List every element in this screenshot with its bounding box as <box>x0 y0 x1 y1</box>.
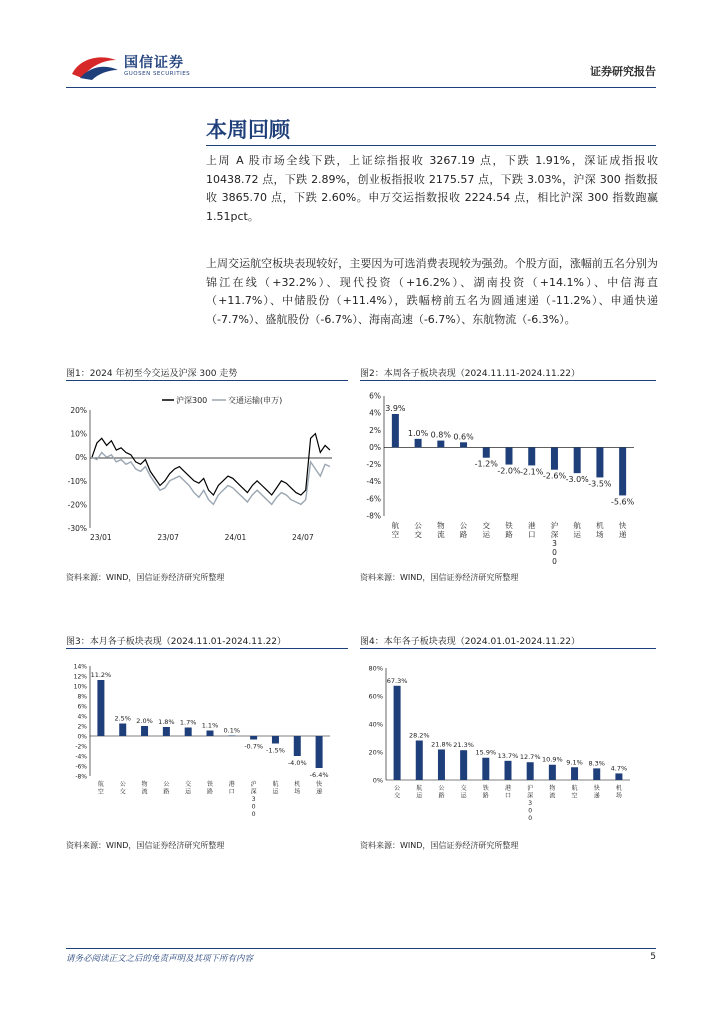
fig1-series-hs300 <box>92 434 330 495</box>
fig4-data-label: 21.3% <box>453 741 474 750</box>
fig3-y-tick-label: 8% <box>77 693 87 701</box>
fig2-data-label: 0.6% <box>453 432 474 442</box>
fig4-category-label: 3 <box>528 800 533 807</box>
fig3-title-divider <box>66 648 348 649</box>
fig4-category-label: 递 <box>593 792 600 800</box>
brand-name-en: GUOSEN SECURITIES <box>124 71 191 77</box>
fig4-bar <box>416 741 423 780</box>
fig1-x-tick-label: 23/01 <box>90 533 112 542</box>
fig4-category-label: 运 <box>416 792 423 800</box>
fig2-bar <box>483 447 490 457</box>
fig2-y-tick-label: -4% <box>366 477 381 487</box>
fig4-data-label: 10.9% <box>542 755 563 764</box>
fig4-data-label: 12.7% <box>519 753 541 762</box>
report-type: 证券研究报告 <box>590 65 656 78</box>
fig3-bar <box>185 728 192 737</box>
paragraph-market-review: 上周 A 股市场全线下跌，上证综指报收 3267.19 点，下跌 1.91%，深证成指报收 10438.72 点，下跌 2.89%，创业板指报收 2175.57 点，下跌 3.03%，沪深 300 指数报收 3865.70 点，下跌 2.60%。申万交运指数报收 2224.54 点，相比沪深 300 指数跑赢 1.51pct。 <box>206 154 658 223</box>
fig3-category-label: 路 <box>206 788 214 796</box>
fig3-category-label: 场 <box>294 788 301 796</box>
fig3-category-label: 物 <box>141 781 148 788</box>
section-title: 本周回顾 <box>206 118 290 142</box>
fig1-title-divider <box>66 380 348 381</box>
fig4-source: 资料来源：WIND，国信证券经济研究所整理 <box>360 841 519 850</box>
fig3-category-label: 0 <box>251 811 256 818</box>
fig4-data-label: 15.9% <box>475 748 497 757</box>
fig4-category-label: 深 <box>527 792 534 800</box>
fig4-y-tick-label: 0% <box>372 776 383 785</box>
fig4-data-label: 21.8% <box>431 740 452 749</box>
fig2-bar <box>596 447 603 477</box>
fig2-bar <box>619 447 626 495</box>
fig4-title: 图4：本年各子板块表现（2024.01.01-2024.11.22） <box>360 637 581 647</box>
fig3-title: 图3：本月各子板块表现（2024.11.01-2024.11.22） <box>66 637 287 647</box>
fig4-category-label: 港 <box>504 785 512 792</box>
brand-name-cn: 国信证券 <box>124 55 184 71</box>
fig3-data-label: 11.2% <box>90 671 112 679</box>
fig2-category-label: 口 <box>527 530 536 539</box>
fig4-bar <box>615 773 622 780</box>
fig1-y-tick-label: -30% <box>67 524 87 533</box>
fig2-category-label: 快 <box>618 521 627 530</box>
fig3-category-label: 递 <box>316 788 323 796</box>
fig1-title: 图1：2024 年初至今交运及沪深 300 走势 <box>66 369 238 379</box>
fig4-category-label: 航 <box>571 785 578 792</box>
fig4-category-label: 沪 <box>527 785 534 792</box>
fig4-data-label: 4.7% <box>610 764 628 773</box>
fig1-y-tick-label: 20% <box>70 406 87 415</box>
fig3-category-label: 机 <box>294 781 301 788</box>
fig1-legend-hs300: 沪深300 <box>176 396 208 405</box>
fig4-bar <box>549 765 556 780</box>
fig1-x-tick-label: 24/01 <box>224 533 247 542</box>
fig4-y-tick-label: 80% <box>368 664 383 673</box>
fig2-category-label: 0 <box>552 548 557 557</box>
fig3-y-tick-label: 6% <box>77 703 87 711</box>
fig3-data-label: 1.7% <box>179 718 197 727</box>
fig3-category-label: 口 <box>228 788 235 796</box>
fig2-category-label: 航 <box>391 521 400 530</box>
fig3-category-label: 沪 <box>250 781 257 788</box>
fig4-bar <box>505 761 512 780</box>
fig3-bar <box>228 736 235 737</box>
fig2-bar <box>392 414 399 447</box>
fig2-category-label: 空 <box>391 530 400 539</box>
fig2-bar <box>415 439 422 448</box>
fig2-category-label: 沪 <box>550 521 559 530</box>
fig2-category-label: 航 <box>573 521 581 530</box>
fig2-category-label: 递 <box>618 530 627 539</box>
fig3-data-label: -6.4% <box>309 771 329 779</box>
fig4-category-label: 流 <box>549 792 556 800</box>
fig4-y-tick-label: 20% <box>368 748 383 757</box>
fig3-category-label: 运 <box>185 788 192 796</box>
fig3-category-label: 公 <box>119 781 126 788</box>
fig4-y-tick-label: 40% <box>368 720 383 729</box>
title-divider <box>206 145 656 146</box>
fig3-category-label: 港 <box>228 781 235 788</box>
fig3-bar <box>207 731 214 737</box>
fig2-data-label: 3.9% <box>385 404 406 413</box>
fig4-bar <box>482 758 489 780</box>
fig4-category-label: 快 <box>593 785 600 792</box>
fig3-category-label: 0 <box>251 803 256 811</box>
fig2-category-label: 路 <box>459 530 468 539</box>
fig4-title-divider <box>360 648 656 649</box>
fig2-y-tick-label: 0% <box>369 442 381 452</box>
fig3-data-label: -4.0% <box>287 759 307 767</box>
fig2-data-label: -1.2% <box>474 459 498 469</box>
fig3-source: 资料来源：WIND，国信证券经济研究所整理 <box>66 841 225 850</box>
fig2-data-label: -2.6% <box>542 471 567 481</box>
fig4-bar <box>593 768 600 780</box>
fig2-source: 资料来源：WIND，国信证券经济研究所整理 <box>360 573 519 582</box>
fig1-y-tick-label: -20% <box>67 500 87 510</box>
fig3-data-label: -1.5% <box>266 746 285 755</box>
fig3-category-label: 铁 <box>206 781 214 788</box>
fig3-category-label: 航 <box>272 781 279 788</box>
fig1-x-tick-label: 23/07 <box>157 533 179 542</box>
fig4-category-label: 航 <box>416 785 423 792</box>
fig3-category-label: 航 <box>97 781 104 788</box>
fig4-data-label: 67.3% <box>386 676 408 685</box>
fig4-category-label: 铁 <box>482 785 489 792</box>
fig2-bar <box>437 441 444 448</box>
footer-disclaimer: 请务必阅读正文之后的免责声明及其项下所有内容 <box>66 954 254 964</box>
fig3-y-tick-label: -8% <box>75 773 87 781</box>
fig2-y-tick-label: -6% <box>366 494 381 504</box>
fig2-title: 图2：本周各子板块表现（2024.11.11-2024.11.22） <box>360 369 581 379</box>
fig4-bar <box>527 762 534 780</box>
footer-divider <box>66 948 656 949</box>
fig1-legend-transport: 交通运输(申万) <box>228 396 283 405</box>
fig2-category-label: 0 <box>552 557 557 566</box>
fig4-data-label: 13.7% <box>497 751 519 760</box>
fig3-y-tick-label: 14% <box>73 663 87 671</box>
fig2-bar <box>551 447 558 469</box>
fig4-bar <box>460 750 467 780</box>
fig3-y-tick-label: 12% <box>73 673 87 681</box>
fig2-category-label: 机 <box>596 521 604 530</box>
fig1-series-transport <box>92 453 330 505</box>
fig2-data-label: -2.0% <box>497 466 521 476</box>
fig4-category-label: 交 <box>394 792 401 800</box>
fig4-category-label: 0 <box>528 815 533 822</box>
fig4-category-label: 路 <box>438 792 445 800</box>
fig4-bar <box>438 749 445 780</box>
fig1-y-tick-label: 0% <box>75 453 87 463</box>
fig3-bar <box>141 726 148 736</box>
fig3-data-label: 0.1% <box>223 726 241 735</box>
fig3-data-label: 2.0% <box>136 717 153 725</box>
fig2-title-divider <box>360 380 656 381</box>
header-divider <box>66 87 656 88</box>
fig3-data-label: 2.5% <box>114 714 131 723</box>
fig2-category-label: 铁 <box>505 521 513 530</box>
fig1-x-tick-label: 24/07 <box>292 533 314 542</box>
fig4-category-label: 公 <box>438 785 445 792</box>
fig3-data-label: -0.7% <box>244 742 264 751</box>
fig3-category-label: 空 <box>97 788 104 796</box>
fig3-category-label: 路 <box>163 788 170 796</box>
fig3-y-tick-label: -4% <box>75 753 87 761</box>
fig3-bar-chart <box>66 652 348 818</box>
fig4-category-label: 口 <box>504 792 512 800</box>
fig3-y-tick-label: -2% <box>75 743 87 751</box>
paragraph-stock-review: 上周交运航空板块表现较好，主要因为可选消费表现较为强劲。个股方面，涨幅前五名分别为锦江在线（+32.2%）、现代投资（+16.2%）、湖南投资（+14.1%）、中信海直（+11.7%）、中储股份（+11.4%），跌幅榜前五名为圆通速递（-11.2%）、申通快递（-7.7%）、盛航股份（-6.7%）、海南高速（-6.7%）、东航物流（-6.3%）。 <box>206 257 658 326</box>
fig3-category-label: 流 <box>141 788 148 796</box>
fig4-category-label: 路 <box>482 792 489 800</box>
fig3-bar <box>250 736 257 740</box>
fig2-category-label: 流 <box>437 530 445 539</box>
fig4-category-label: 公 <box>394 785 401 792</box>
fig1-source: 资料来源：WIND，国信证券经济研究所整理 <box>66 573 225 582</box>
fig2-data-label: -3.0% <box>565 475 589 485</box>
fig4-bar-chart <box>360 652 656 822</box>
fig2-bar <box>574 447 581 473</box>
fig3-category-label: 快 <box>316 781 323 788</box>
fig3-y-tick-label: 2% <box>77 723 87 731</box>
fig3-bar <box>316 736 323 768</box>
fig3-category-label: 交 <box>185 781 192 788</box>
fig2-y-tick-label: 4% <box>369 408 381 418</box>
fig3-bar <box>163 727 170 736</box>
fig4-data-label: 8.3% <box>588 759 605 768</box>
fig3-category-label: 3 <box>251 796 256 803</box>
fig3-y-tick-label: 0% <box>77 733 87 741</box>
fig2-category-label: 场 <box>596 530 604 539</box>
fig2-y-tick-label: 2% <box>369 425 381 435</box>
fig2-y-tick-label: -2% <box>366 460 381 470</box>
fig4-category-label: 场 <box>615 792 622 800</box>
fig2-data-label: -2.1% <box>520 467 544 477</box>
fig2-category-label: 深 <box>550 530 559 539</box>
page-number: 5 <box>650 952 656 962</box>
fig2-data-label: 0.8% <box>430 430 451 440</box>
fig2-bar-chart <box>360 384 656 564</box>
fig4-y-tick-label: 60% <box>368 692 383 701</box>
fig2-data-label: 1.0% <box>407 428 429 438</box>
fig3-y-tick-label: 4% <box>77 713 87 721</box>
fig2-category-label: 3 <box>552 539 557 548</box>
fig2-category-label: 运 <box>573 530 581 539</box>
fig2-bar <box>528 447 535 465</box>
fig1-y-tick-label: -10% <box>67 476 87 486</box>
fig2-bar <box>460 442 467 447</box>
fig2-category-label: 港 <box>527 521 536 530</box>
fig2-category-label: 公 <box>459 521 468 530</box>
fig4-category-label: 交 <box>460 785 467 792</box>
fig3-y-tick-label: 10% <box>73 683 87 691</box>
fig3-category-label: 交 <box>119 788 126 796</box>
fig4-category-label: 运 <box>460 792 467 800</box>
fig2-category-label: 交 <box>414 530 422 539</box>
fig3-bar <box>272 736 279 744</box>
fig3-bar <box>97 680 104 736</box>
fig2-category-label: 路 <box>505 530 513 539</box>
fig4-bar <box>394 686 401 780</box>
fig2-data-label: -5.6% <box>611 497 635 507</box>
fig2-bar <box>506 447 513 464</box>
fig3-bar <box>119 724 126 737</box>
fig4-bar <box>571 767 578 780</box>
fig3-bar <box>294 736 301 756</box>
fig3-category-label: 运 <box>272 788 279 796</box>
fig4-category-label: 机 <box>615 785 622 792</box>
fig3-category-label: 深 <box>250 788 257 796</box>
fig1-line-chart <box>66 384 348 550</box>
fig3-data-label: 1.1% <box>201 721 219 730</box>
fig4-data-label: 28.2% <box>408 731 430 740</box>
fig2-category-label: 交 <box>482 521 491 530</box>
fig2-y-tick-label: 6% <box>369 391 381 401</box>
fig2-category-label: 物 <box>437 521 445 530</box>
fig4-category-label: 0 <box>528 807 533 815</box>
fig1-y-tick-label: 10% <box>70 429 87 439</box>
fig2-category-label: 运 <box>482 530 491 539</box>
fig3-data-label: 1.8% <box>158 718 175 726</box>
fig2-data-label: -3.5% <box>588 479 612 489</box>
fig4-category-label: 空 <box>571 792 578 800</box>
fig4-category-label: 物 <box>549 785 556 792</box>
fig2-y-tick-label: -8% <box>366 511 381 521</box>
fig3-y-tick-label: -6% <box>75 763 87 771</box>
fig3-category-label: 公 <box>163 781 170 788</box>
fig4-data-label: 9.1% <box>566 758 583 767</box>
fig2-category-label: 公 <box>414 521 422 530</box>
